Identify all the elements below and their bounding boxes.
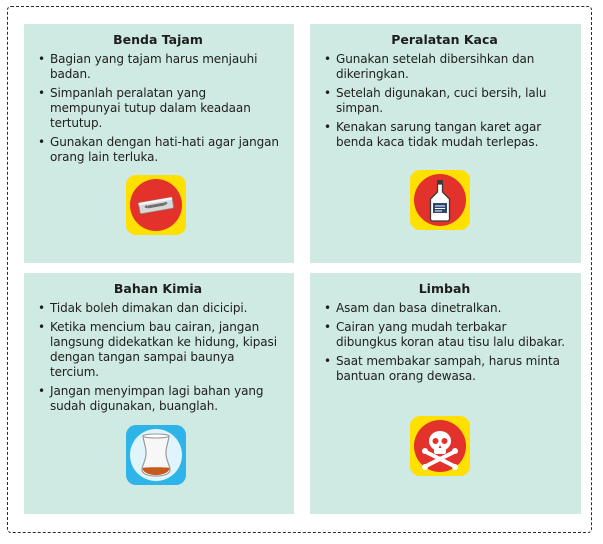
card-title: Bahan Kimia [113,281,203,296]
card-title: Limbah [418,281,471,296]
list-item: • Tidak boleh dimakan dan dicicipi. [36,301,280,316]
list-item: • Asam dan basa dinetralkan. [322,301,567,316]
list-item: • Gunakan dengan hati-hati agar jangan orang lain terluka. [36,135,280,165]
card-limbah [310,273,581,514]
list-item: • Ketika mencium bau cairan, jangan langsung didekatkan ke hidung, kipasi dengan tangan sampai baunya tercium. [36,320,280,380]
list-item: • Kenakan sarung tangan karet agar benda kaca tidak mudah terlepas. [322,120,567,150]
bullet-list [322,301,567,384]
bullet-list [322,52,567,150]
chemical-glass-icon [126,425,186,485]
card-title: Benda Tajam [113,32,203,47]
list-item: • Setelah digunakan, cuci bersih, lalu simpan. [322,86,567,116]
skull-crossbones-icon [410,416,470,476]
list-item: • Simpanlah peralatan yang mempunyai tutup dalam keadaan tertutup. [36,86,280,131]
list-item: • Saat membakar sampah, harus minta bantuan orang dewasa. [322,354,567,384]
razor-blade-icon [126,175,186,235]
list-item: • Jangan menyimpan lagi bahan yang sudah digunakan, buanglah. [36,384,280,414]
bullet-list [36,52,280,165]
glass-bottle-icon [410,170,470,230]
card-title: Peralatan Kaca [391,32,498,47]
list-item: • Bagian yang tajam harus menjauhi badan. [36,52,280,82]
list-item: • Cairan yang mudah terbakar dibungkus koran atau tisu lalu dibakar. [322,320,567,350]
list-item: • Gunakan setelah dibersihkan dan dikeringkan. [322,52,567,82]
bullet-list [36,301,280,414]
